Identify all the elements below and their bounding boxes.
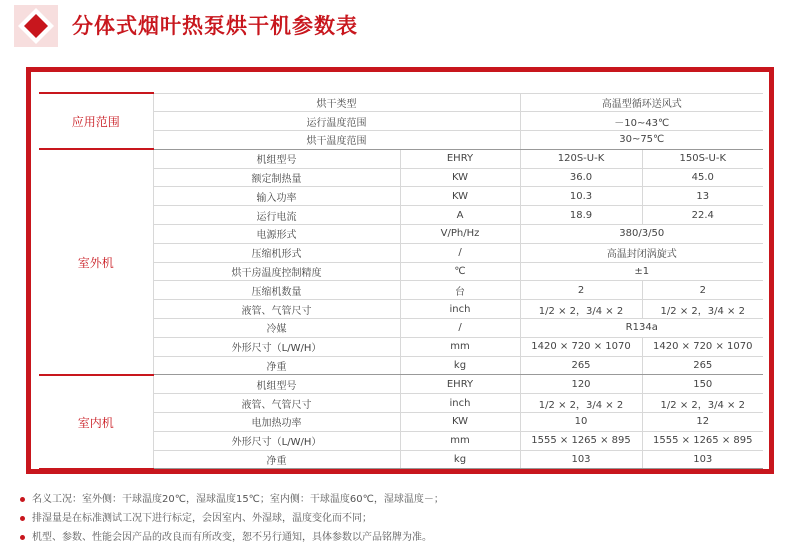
param-label: 净重	[153, 450, 400, 469]
param-label: 外形尺寸（L/W/H）	[153, 431, 400, 450]
param-unit: inch	[400, 394, 520, 413]
param-label: 冷媒	[153, 319, 400, 338]
param-value: 1/2 × 2，3/4 × 2	[642, 394, 763, 413]
param-unit: V/Ph/Hz	[400, 225, 520, 244]
param-value: 13	[642, 187, 763, 206]
param-unit: A	[400, 206, 520, 225]
note-item: 机型、参数、性能会因产品的改良而有所改变，恕不另行通知，具体参数以产品铭牌为准。	[20, 528, 444, 547]
param-value: 1555 × 1265 × 895	[642, 431, 763, 450]
param-unit: KW	[400, 413, 520, 432]
table-row	[39, 375, 763, 394]
bullet-icon	[20, 535, 25, 540]
diamond-icon	[14, 5, 58, 47]
note-item: 名义工况：室外侧：干球温度20℃，湿球温度15℃；室内侧：干球温度60℃，湿球温度－；	[20, 490, 444, 509]
param-unit: /	[400, 243, 520, 262]
param-value: －10~43℃	[520, 112, 763, 131]
param-value: 1555 × 1265 × 895	[520, 431, 642, 450]
param-label: 压缩机数量	[153, 281, 400, 300]
param-label: 烘干温度范围	[153, 131, 520, 150]
section-label: 室外机	[39, 149, 153, 375]
param-label: 电加热功率	[153, 413, 400, 432]
param-value: 1/2 × 2，3/4 × 2	[520, 300, 642, 319]
param-value: 10.3	[520, 187, 642, 206]
table-row	[39, 149, 763, 168]
param-label: 电源形式	[153, 225, 400, 244]
spec-table-frame	[26, 67, 774, 474]
notes	[20, 490, 444, 547]
param-value: 36.0	[520, 168, 642, 187]
param-value: 10	[520, 413, 642, 432]
param-label: 运行电流	[153, 206, 400, 225]
param-value: 103	[520, 450, 642, 469]
param-label: 烘干类型	[153, 93, 520, 112]
page-title: 分体式烟叶热泵烘干机参数表	[72, 14, 358, 38]
param-label: 机组型号	[153, 149, 400, 168]
param-label: 外形尺寸（L/W/H）	[153, 337, 400, 356]
param-value: 30~75℃	[520, 131, 763, 150]
param-value: 1/2 × 2，3/4 × 2	[642, 300, 763, 319]
param-value: 120	[520, 375, 642, 394]
param-value: 高温封闭涡旋式	[520, 243, 763, 262]
param-label: 烘干房温度控制精度	[153, 262, 400, 281]
bullet-icon	[20, 516, 25, 521]
param-value: 103	[642, 450, 763, 469]
param-unit: kg	[400, 356, 520, 375]
param-value: 150S-U-K	[642, 149, 763, 168]
param-value: ±1	[520, 262, 763, 281]
param-value: R134a	[520, 319, 763, 338]
param-unit: KW	[400, 187, 520, 206]
param-label: 输入功率	[153, 187, 400, 206]
param-label: 液管、气管尺寸	[153, 394, 400, 413]
param-value: 18.9	[520, 206, 642, 225]
param-value: 12	[642, 413, 763, 432]
param-value: 2	[642, 281, 763, 300]
param-unit: EHRY	[400, 375, 520, 394]
param-value: 45.0	[642, 168, 763, 187]
param-value: 2	[520, 281, 642, 300]
param-label: 机组型号	[153, 375, 400, 394]
param-unit: 台	[400, 281, 520, 300]
param-value: 1420 × 720 × 1070	[520, 337, 642, 356]
param-value: 150	[642, 375, 763, 394]
param-unit: inch	[400, 300, 520, 319]
param-value: 1420 × 720 × 1070	[642, 337, 763, 356]
param-unit: ℃	[400, 262, 520, 281]
param-unit: mm	[400, 337, 520, 356]
header	[0, 0, 800, 52]
section-label: 室内机	[39, 375, 153, 469]
param-unit: KW	[400, 168, 520, 187]
param-label: 液管、气管尺寸	[153, 300, 400, 319]
bullet-icon	[20, 497, 25, 502]
param-value: 120S-U-K	[520, 149, 642, 168]
param-label: 净重	[153, 356, 400, 375]
param-unit: /	[400, 319, 520, 338]
param-value: 380/3/50	[520, 225, 763, 244]
param-label: 额定制热量	[153, 168, 400, 187]
param-value: 22.4	[642, 206, 763, 225]
param-unit: mm	[400, 431, 520, 450]
param-label: 运行温度范围	[153, 112, 520, 131]
param-value: 265	[642, 356, 763, 375]
table-row	[39, 93, 763, 112]
spec-table	[39, 92, 763, 469]
param-value: 265	[520, 356, 642, 375]
param-label: 压缩机形式	[153, 243, 400, 262]
section-label: 应用范围	[39, 93, 153, 149]
note-item: 排湿量是在标准测试工况下进行标定，会因室内、外湿球，温度变化而不同；	[20, 509, 444, 528]
param-value: 高温型循环送风式	[520, 93, 763, 112]
param-unit: EHRY	[400, 149, 520, 168]
param-value: 1/2 × 2，3/4 × 2	[520, 394, 642, 413]
param-unit: kg	[400, 450, 520, 469]
